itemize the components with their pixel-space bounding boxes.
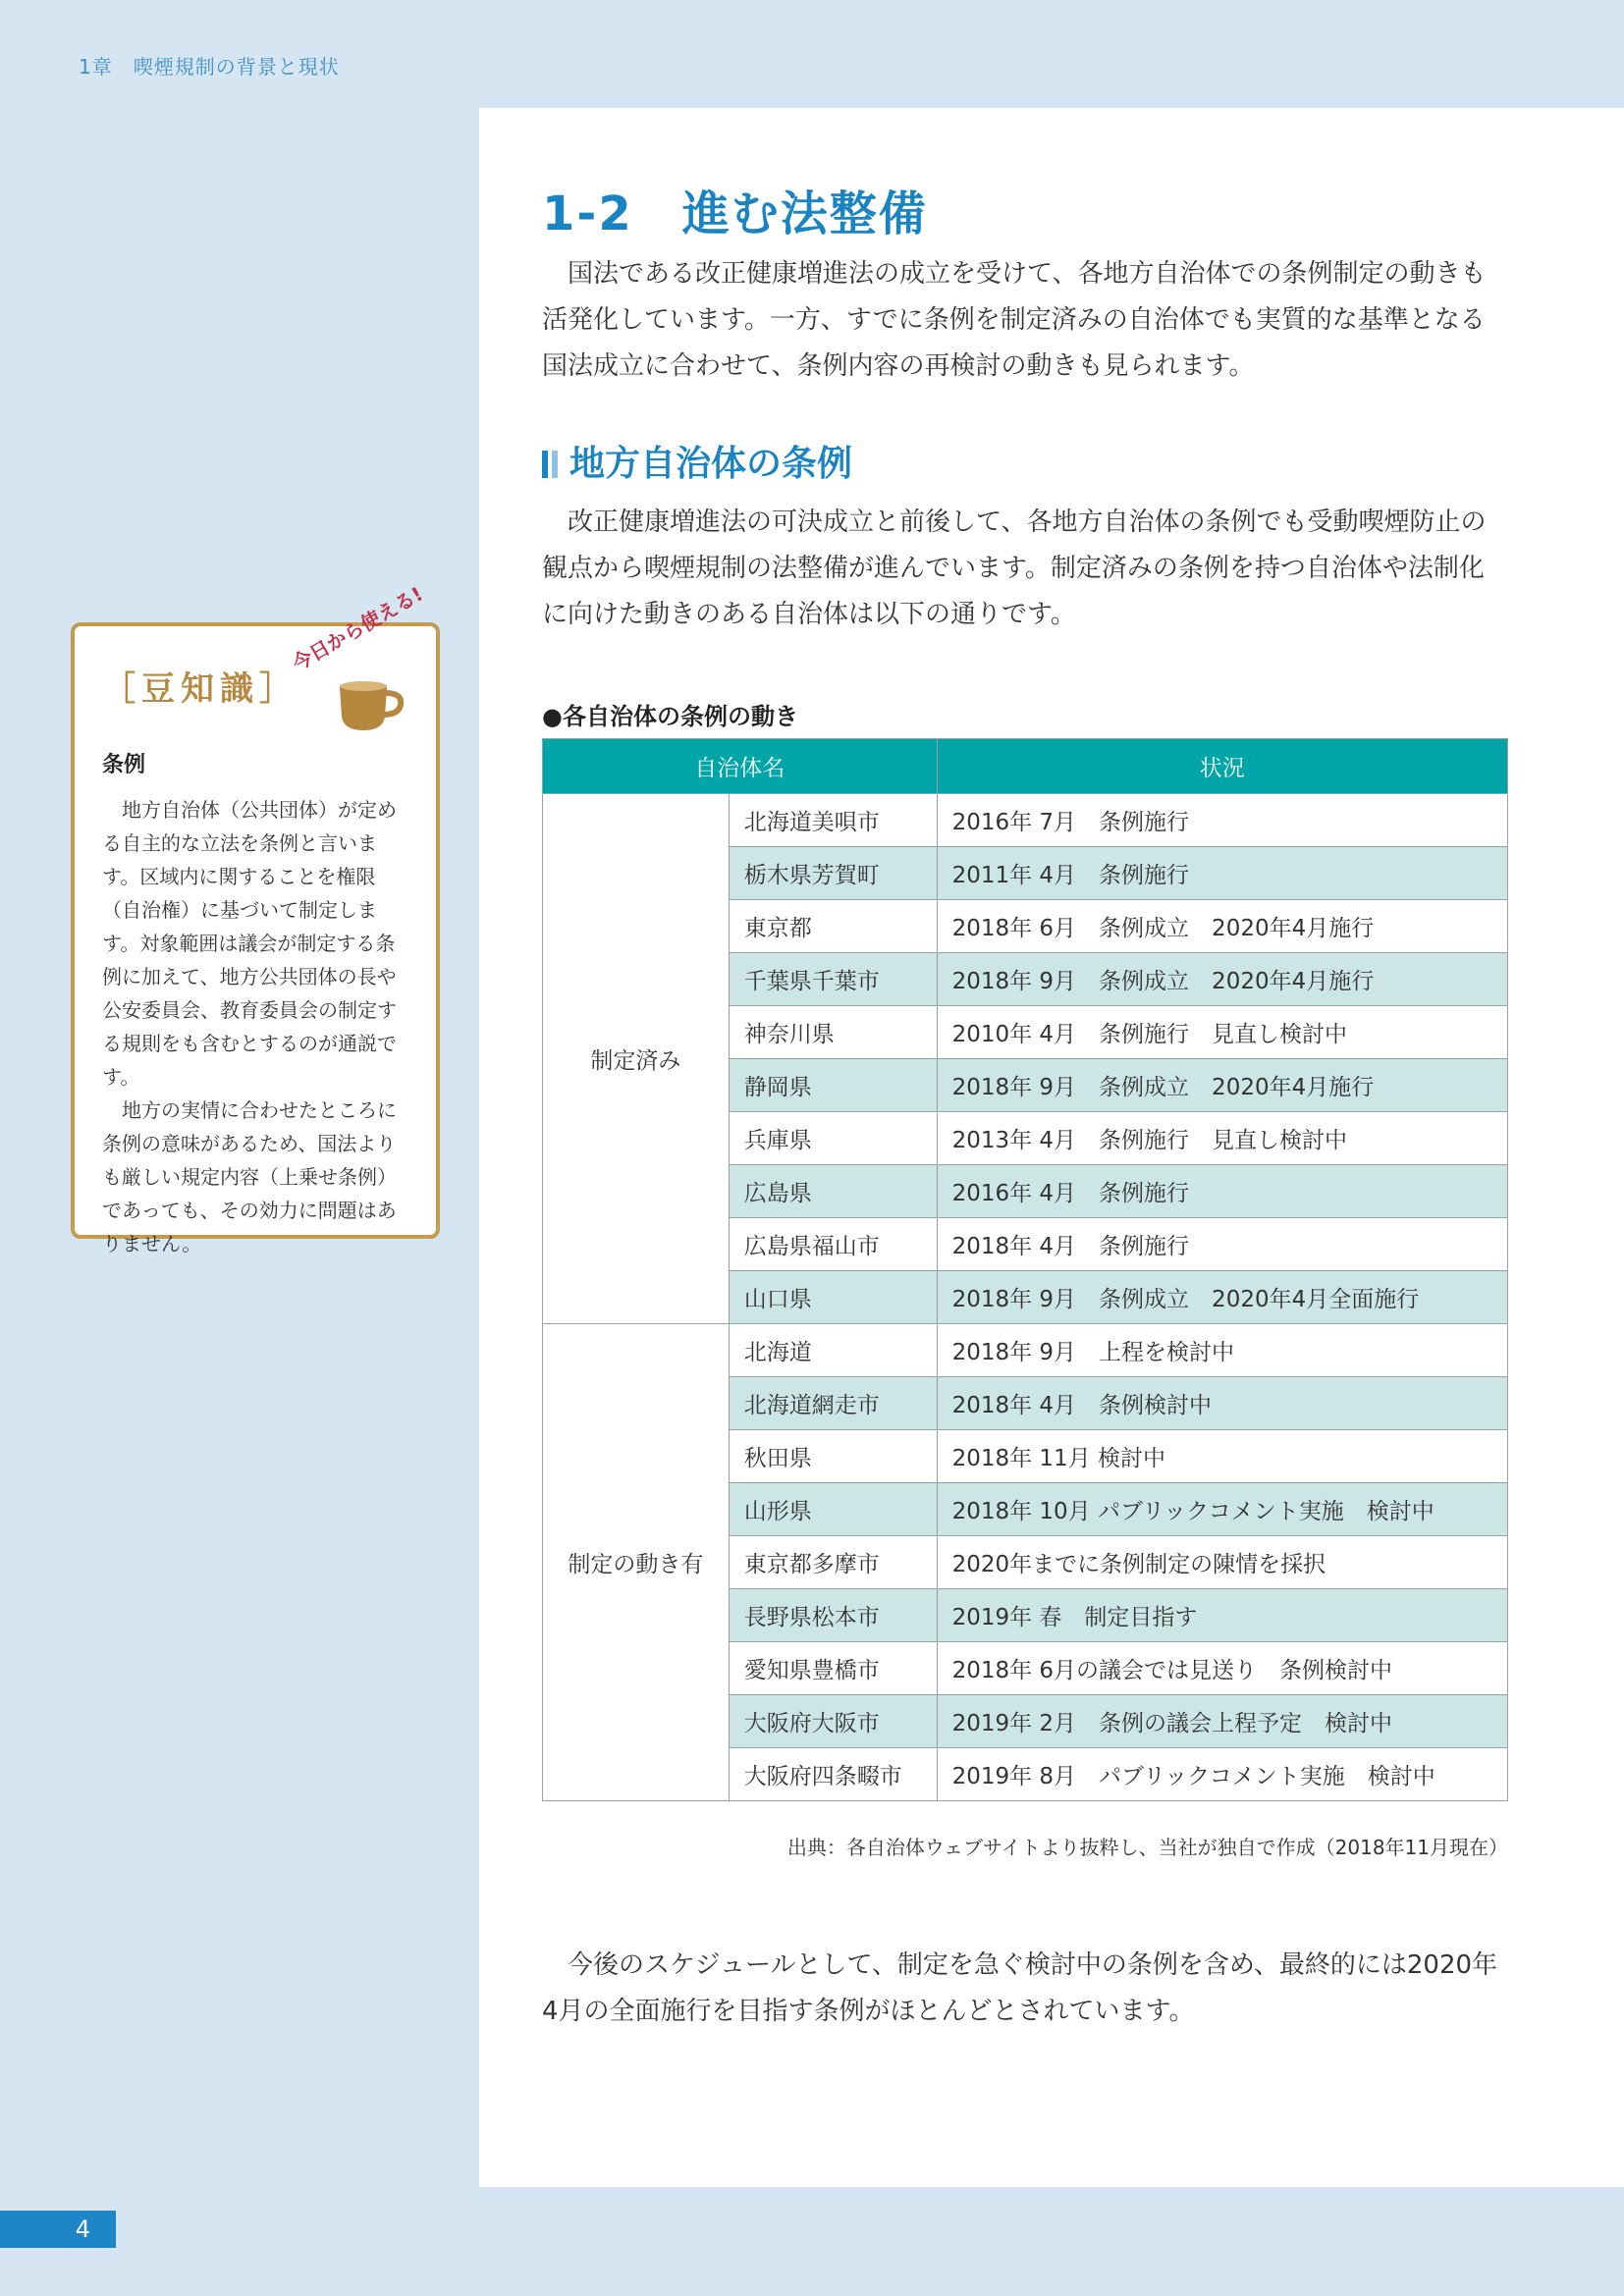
status-text: 2010年 4月 条例施行 見直し検討中 (937, 1006, 1507, 1059)
coffee-cup-icon (332, 667, 410, 738)
status-text: 2018年 9月 条例成立 2020年4月施行 (937, 953, 1507, 1006)
group-label-in-progress: 制定の動き有 (543, 1324, 730, 1801)
group-label-enacted: 制定済み (543, 794, 730, 1324)
status-text: 2018年 4月 条例施行 (937, 1218, 1507, 1271)
intro-paragraph: 国法である改正健康増進法の成立を受けて、各地方自治体での条例制定の動きも活発化しています。一方、すでに条例を制定済みの自治体でも実質的な基準となる国法成立に合わせて、条例内容の再検討の動きも見られます。 (542, 259, 1487, 381)
municipality-name: 愛知県豊橋市 (729, 1642, 937, 1695)
table-row (543, 1324, 1508, 1377)
page-number: 4 (0, 2211, 116, 2248)
tip-box (71, 581, 440, 1255)
municipality-name: 神奈川県 (729, 1006, 937, 1059)
municipality-name: 東京都多摩市 (729, 1536, 937, 1589)
municipality-name: 兵庫県 (729, 1112, 937, 1165)
tip-heading: 条例 (102, 753, 146, 777)
table-caption: ●各自治体の条例の動き (542, 703, 798, 730)
header-status: 状況 (937, 739, 1507, 794)
status-text: 2019年 春 制定目指す (937, 1589, 1507, 1642)
status-text: 2018年 6月 条例成立 2020年4月施行 (937, 900, 1507, 953)
status-text: 2018年 6月の議会では見送り 条例検討中 (937, 1642, 1507, 1695)
status-text: 2016年 4月 条例施行 (937, 1165, 1507, 1218)
tip-paragraph: 地方自治体（公共団体）が定める自主的な立法を条例と言います。区域内に関することを権限（自治権）に基づいて制定します。対象範囲は議会が制定する条例に加えて、地方公共団体の長や公安委員会、教育委員会の制定する規則をも含むとするのが通説です。 (102, 798, 397, 1089)
municipality-name: 静岡県 (729, 1059, 937, 1112)
status-text: 2020年までに条例制定の陳情を採択 (937, 1536, 1507, 1589)
municipality-name: 千葉県千葉市 (729, 953, 937, 1006)
municipality-name: 大阪府大阪市 (729, 1695, 937, 1748)
source-note: 出典：各自治体ウェブサイトより抜粋し、当社が独自で作成（2018年11月現在） (786, 1836, 1508, 1859)
table-row (543, 794, 1508, 847)
subsection-title (542, 440, 852, 489)
tip-paragraph: 地方の実情に合わせたところに条例の意味があるため、国法よりも厳しい規定内容（上乗せ条例）であっても、その効力に問題はありません。 (102, 1098, 397, 1255)
status-text: 2018年 9月 条例成立 2020年4月施行 (937, 1059, 1507, 1112)
status-text: 2018年 11月 検討中 (937, 1430, 1507, 1483)
running-header: 1章 喫煙規制の背景と現状 (79, 55, 340, 79)
municipality-name: 東京都 (729, 900, 937, 953)
municipality-name: 北海道 (729, 1324, 937, 1377)
municipality-name: 山形県 (729, 1483, 937, 1536)
tip-title: ［豆知識］ (102, 669, 298, 709)
status-text: 2018年 9月 上程を検討中 (937, 1324, 1507, 1377)
status-text: 2011年 4月 条例施行 (937, 847, 1507, 900)
section-title: 1-2 進む法整備 (542, 187, 928, 241)
status-text: 2018年 9月 条例成立 2020年4月全面施行 (937, 1271, 1507, 1324)
tip-badge: 今日から使える! (288, 581, 427, 676)
municipality-name: 秋田県 (729, 1430, 937, 1483)
municipality-name: 広島県福山市 (729, 1218, 937, 1271)
municipality-name: 北海道網走市 (729, 1377, 937, 1430)
status-text: 2018年 4月 条例検討中 (937, 1377, 1507, 1430)
subsection-paragraph: 改正健康増進法の可決成立と前後して、各地方自治体の条例でも受動喫煙防止の観点から喫煙規制の法整備が進んでいます。制定済みの条例を持つ自治体や法制化に向けた動きのある自治体は以下の通りです。 (542, 507, 1487, 629)
municipality-name: 大阪府四条畷市 (729, 1748, 937, 1801)
heading-bar-icon (542, 451, 558, 478)
ordinance-table (542, 738, 1508, 1801)
status-text: 2016年 7月 条例施行 (937, 794, 1507, 847)
header-municipality: 自治体名 (543, 739, 938, 794)
status-text: 2013年 4月 条例施行 見直し検討中 (937, 1112, 1507, 1165)
municipality-name: 栃木県芳賀町 (729, 847, 937, 900)
municipality-name: 広島県 (729, 1165, 937, 1218)
status-text: 2019年 2月 条例の議会上程予定 検討中 (937, 1695, 1507, 1748)
status-text: 2018年 10月 パブリックコメント実施 検討中 (937, 1483, 1507, 1536)
municipality-name: 長野県松本市 (729, 1589, 937, 1642)
municipality-name: 北海道美唄市 (729, 794, 937, 847)
subsection-title-text: 地方自治体の条例 (569, 444, 853, 484)
table-header-row (543, 739, 1508, 794)
closing-paragraph: 今後のスケジュールとして、制定を急ぐ検討中の条例を含め、最終的には2020年4月の全面施行を目指す条例がほとんどとされています。 (542, 1950, 1498, 2026)
status-text: 2019年 8月 パブリックコメント実施 検討中 (937, 1748, 1507, 1801)
municipality-name: 山口県 (729, 1271, 937, 1324)
tip-body (102, 793, 408, 1260)
